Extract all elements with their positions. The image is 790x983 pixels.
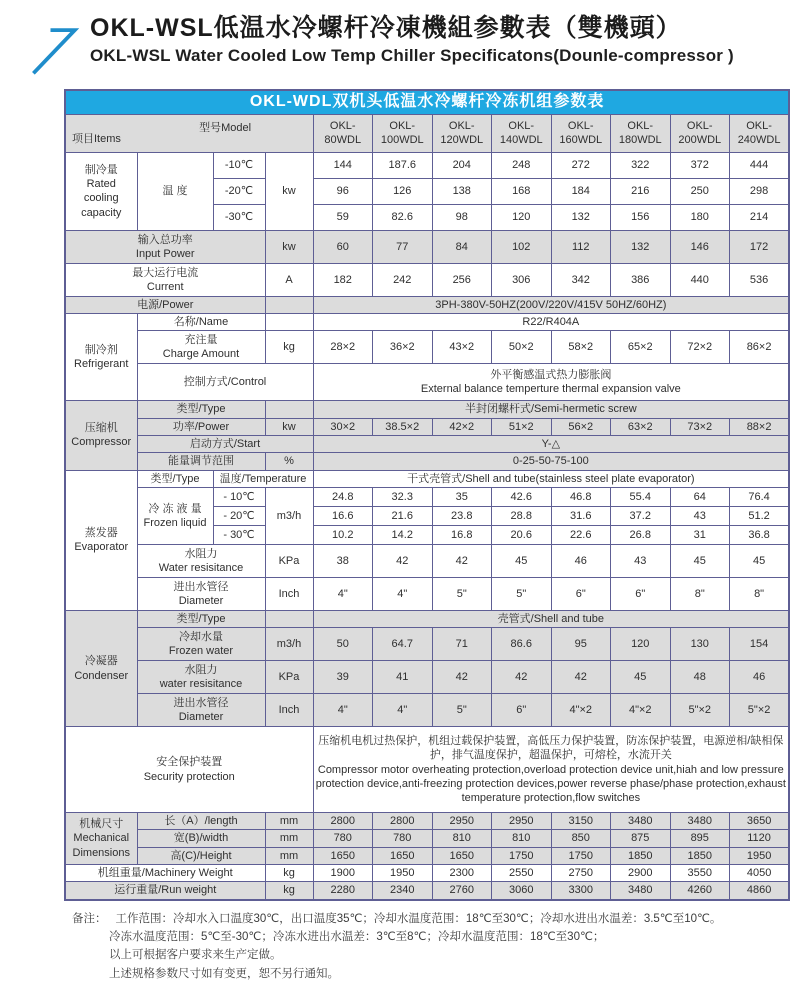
label-cell-security: 安全保护装置 Security protection [65,727,313,813]
table-banner: OKL-WDL双机头低温水冷螺杆冷冻机组参数表 [65,90,789,114]
unit-cell: mm [265,813,313,830]
value-cell: 16.8 [432,525,492,544]
value-cell: 58×2 [551,331,611,364]
label-cell-frozen-liquid: 冷 冻 液 量 Frozen liquid [137,487,213,544]
value-cell: 28.8 [492,506,552,525]
label-cell-type: 类型/Type [137,470,213,487]
value-cell: 204 [432,152,492,178]
value-cell: 16.6 [313,506,373,525]
value-cell: 73×2 [670,418,730,435]
value-cell: 4" [313,577,373,610]
value-cell: 440 [670,263,730,296]
value-cell: 3480 [611,882,671,900]
unit-cell: kg [265,865,313,882]
value-cell: 1850 [670,847,730,864]
value-cell: 214 [730,204,790,230]
value-cell: 63×2 [611,418,671,435]
value-cell: 43×2 [432,331,492,364]
row-length [65,813,789,830]
temp-cell: -20℃ [213,178,265,204]
value-cell: 64.7 [373,628,433,661]
label-cell-start: 启动方式/Start [137,435,313,452]
value-cell: 256 [432,263,492,296]
value-cell: 3550 [670,865,730,882]
value-cell: 1950 [373,865,433,882]
value-cell: 130 [670,628,730,661]
model-header: OKL-80WDL [313,114,373,152]
note-line: 上述规格参数尺寸如有变更，恕不另行通知。 [109,967,339,980]
value-cell: 82.6 [373,204,433,230]
value-cell: 37.2 [611,506,671,525]
value-cell: 50 [313,628,373,661]
value-cell: 322 [611,152,671,178]
value-cell: 3650 [730,813,790,830]
value-cell: 248 [492,152,552,178]
value-cell: 216 [611,178,671,204]
value-cell: 95 [551,628,611,661]
value-cell: 3300 [551,882,611,900]
label-cell-compressor-power: 功率/Power [137,418,265,435]
value-cell-start: Y-△ [313,435,789,452]
value-cell: 4"×2 [551,694,611,727]
value-cell: 48 [670,661,730,694]
model-header-row [65,114,789,152]
page-title-en: OKL-WSL Water Cooled Low Temp Chiller Specificatons(Dounle-compressor ) [90,45,734,65]
value-cell: 2760 [432,882,492,900]
value-cell: 46.8 [551,487,611,506]
value-cell: 31.6 [551,506,611,525]
value-cell: 180 [670,204,730,230]
corner-items-label: 项目Items [72,132,121,145]
value-cell: 2800 [373,813,433,830]
label-cell-diameter: 进出水管径 Diameter [137,577,265,610]
group-cell-cooling: 制冷量 Rated cooling capacity [65,152,137,230]
value-cell: 38.5×2 [373,418,433,435]
value-cell: 5"×2 [730,694,790,727]
value-cell: 64 [670,487,730,506]
value-cell: 8" [670,577,730,610]
value-cell: 5" [432,694,492,727]
model-header: OKL-200WDL [670,114,730,152]
table-banner-row [65,90,789,114]
unit-cell: Inch [265,694,313,727]
value-cell: 144 [313,152,373,178]
row-cond-diameter [65,694,789,727]
label-cell-diameter: 进出水管径 Diameter [137,694,265,727]
corner-cell [65,114,313,152]
label-cell-charge: 充注量 Charge Amount [137,331,265,364]
row-width [65,830,789,847]
value-cell: 2340 [373,882,433,900]
row-compressor-power [65,418,789,435]
value-cell: 156 [611,204,671,230]
value-cell: 1900 [313,865,373,882]
value-cell: 780 [313,830,373,847]
row-capacity-range [65,453,789,470]
value-cell: 146 [670,230,730,263]
model-header: OKL-180WDL [611,114,671,152]
footnotes [72,910,790,983]
row-height [65,847,789,864]
label-cell-type: 类型/Type [137,610,265,627]
value-cell: 5"×2 [670,694,730,727]
unit-cell-empty [265,401,313,418]
value-cell: 88×2 [730,418,790,435]
value-cell: 6" [611,577,671,610]
note-line: 以上可根据客户要求来生产定做。 [109,949,282,962]
temp-cell: -10℃ [213,152,265,178]
unit-cell: m3/h [265,487,313,544]
row-control [65,364,789,401]
value-cell: 120 [492,204,552,230]
group-cell-evaporator: 蒸发器 Evaporator [65,470,137,610]
value-cell: 46 [730,661,790,694]
value-cell: 2280 [313,882,373,900]
value-cell: 42 [432,661,492,694]
label-cell-temperature-header: 温度/Temperature [213,470,313,487]
label-cell-water-resistance: 水阻力 Water resisitance [137,544,265,577]
value-cell: 38 [313,544,373,577]
value-cell-condenser-type: 壳管式/Shell and tube [313,610,789,627]
value-cell: 250 [670,178,730,204]
value-cell: 22.6 [551,525,611,544]
note-text: 工作范围：冷却水入口温度30℃，出口温度35℃；冷却水温度范围：18℃至30℃；冷却水进出水温差：3.5℃至10℃。 [115,912,722,925]
title-block [90,14,734,66]
spec-table [64,89,790,901]
label-cell-cooling-water: 冷却水量 Frozen water [137,628,265,661]
unit-cell: kg [265,882,313,900]
row-run-weight [65,882,789,900]
row-cooling-minus10 [65,152,789,178]
value-cell: 77 [373,230,433,263]
label-cell-input-power: 输入总功率 Input Power [65,230,265,263]
label-cell-control: 控制方式/Control [137,364,313,401]
value-cell-range: 0-25-50-75-100 [313,453,789,470]
value-cell: 444 [730,152,790,178]
value-cell: 96 [313,178,373,204]
value-cell: 810 [492,830,552,847]
value-cell: 50×2 [492,331,552,364]
value-cell: 4050 [730,865,790,882]
page-title-zh: OKL-WSL低温水冷螺杆冷凍機組参數表（雙機頭） [90,14,682,42]
value-cell: 1850 [611,847,671,864]
label-cell-height: 高(C)/Height [137,847,265,864]
value-cell: 51.2 [730,506,790,525]
value-cell: 76.4 [730,487,790,506]
security-text-en: Compressor motor overheating protection,overload protection device unit,hiah and low pressure protection device,anti-freezing protection devices,power reverse phase/phase protection,exhaust temperature protection,flow switches [315,763,786,805]
value-cell: 780 [373,830,433,847]
value-cell: 2300 [432,865,492,882]
group-cell-dimensions: 机械尺寸 Mechanical Dimensions [65,813,137,865]
page-header [0,0,790,78]
label-cell-length: 长（A）/length [137,813,265,830]
unit-cell-empty [265,296,313,313]
value-cell: 132 [551,204,611,230]
value-cell: 182 [313,263,373,296]
value-cell: 187.6 [373,152,433,178]
value-cell: 168 [492,178,552,204]
unit-cell: kg [265,331,313,364]
value-cell: 42 [432,544,492,577]
value-cell: 386 [611,263,671,296]
model-header: OKL-140WDL [492,114,552,152]
label-cell-run-weight: 运行重量/Run weight [65,882,265,900]
value-cell: 5" [432,577,492,610]
value-cell: 3480 [670,813,730,830]
value-cell: 298 [730,178,790,204]
row-evap-diameter [65,577,789,610]
row-condenser-type [65,610,789,627]
value-cell: 306 [492,263,552,296]
value-cell-power-supply: 3PH-380V-50HZ(200V/220V/415V 50HZ/60HZ) [313,296,789,313]
value-cell: 126 [373,178,433,204]
value-cell: 2950 [492,813,552,830]
value-cell: 14.2 [373,525,433,544]
value-cell: 875 [611,830,671,847]
value-cell: 21.6 [373,506,433,525]
value-cell: 84 [432,230,492,263]
temp-cell: - 20℃ [213,506,265,525]
value-cell: 56×2 [551,418,611,435]
label-cell-width: 宽(B)/width [137,830,265,847]
note-line: 冷冻水温度范围：5℃至-30℃；冷冻水进出水温差：3℃至8℃；冷却水温度范围：18℃至30℃； [109,931,605,944]
value-cell: 272 [551,152,611,178]
model-header: OKL-240WDL [730,114,790,152]
value-cell: 20.6 [492,525,552,544]
row-evaporator-type [65,470,789,487]
note-line [72,910,790,928]
value-cell: 4" [373,577,433,610]
label-cell-water-resistance: 水阻力 water resisitance [137,661,265,694]
value-cell: 1650 [313,847,373,864]
value-cell: 60 [313,230,373,263]
row-compressor-type [65,401,789,418]
unit-cell-empty [265,314,313,331]
value-cell: 3150 [551,813,611,830]
value-cell: 42×2 [432,418,492,435]
value-cell-control: 外平衡感温式热力膨胀阀 External balance temperture thermal expansion valve [313,364,789,401]
row-power-supply [65,296,789,313]
value-cell: 120 [611,628,671,661]
value-cell: 1120 [730,830,790,847]
value-cell: 6" [492,694,552,727]
value-cell: 536 [730,263,790,296]
value-cell: 2750 [551,865,611,882]
value-cell: 1750 [492,847,552,864]
unit-cell-empty [265,610,313,627]
value-cell: 35 [432,487,492,506]
row-start-mode [65,435,789,452]
value-cell: 42.6 [492,487,552,506]
label-cell-current: 最大运行电流 Current [65,263,265,296]
unit-cell: kw [265,230,313,263]
value-cell: 895 [670,830,730,847]
value-cell: 850 [551,830,611,847]
label-cell-temperature: 温 度 [137,152,213,230]
model-header: OKL-120WDL [432,114,492,152]
unit-cell: Inch [265,577,313,610]
value-cell-evaporator-type: 干式壳管式/Shell and tube(stainless steel plate evaporator) [313,470,789,487]
value-cell: 72×2 [670,331,730,364]
value-cell: 342 [551,263,611,296]
value-cell: 8" [730,577,790,610]
value-cell: 2800 [313,813,373,830]
value-cell: 810 [432,830,492,847]
value-cell: 1650 [432,847,492,864]
value-cell: 23.8 [432,506,492,525]
value-cell: 4260 [670,882,730,900]
value-cell-security [313,727,789,813]
value-cell: 41 [373,661,433,694]
value-cell: 39 [313,661,373,694]
temp-cell: - 10℃ [213,487,265,506]
corner-model-label: 型号Model [199,121,252,134]
unit-cell: kw [265,418,313,435]
value-cell-refrigerant-name: R22/R404A [313,314,789,331]
model-header: OKL-160WDL [551,114,611,152]
value-cell: 65×2 [611,331,671,364]
unit-cell: m3/h [265,628,313,661]
group-cell-compressor: 压缩机 Compressor [65,401,137,470]
security-text-zh: 压缩机电机过热保护，机组过载保护装置，高低压力保护装置，防冻保护装置，电源逆相/缺相保护，排气温度保护，超温保护，可熔栓，水流开关 [318,734,784,762]
value-cell: 4860 [730,882,790,900]
value-cell: 45 [492,544,552,577]
value-cell: 4" [373,694,433,727]
value-cell: 59 [313,204,373,230]
value-cell: 1650 [373,847,433,864]
value-cell: 372 [670,152,730,178]
value-cell: 132 [611,230,671,263]
label-cell-name: 名称/Name [137,314,265,331]
value-cell: 112 [551,230,611,263]
value-cell: 42 [492,661,552,694]
value-cell: 3060 [492,882,552,900]
unit-cell: % [265,453,313,470]
value-cell: 4" [313,694,373,727]
row-frozen-liquid-minus10 [65,487,789,506]
row-machinery-weight [65,865,789,882]
value-cell: 184 [551,178,611,204]
unit-cell: mm [265,830,313,847]
value-cell: 43 [670,506,730,525]
value-cell: 138 [432,178,492,204]
value-cell: 42 [551,661,611,694]
value-cell: 46 [551,544,611,577]
value-cell-compressor-type: 半封闭螺杆式/Semi-hermetic screw [313,401,789,418]
row-current [65,263,789,296]
value-cell: 45 [611,661,671,694]
label-cell-machinery-weight: 机组重量/Machinery Weight [65,865,265,882]
row-refrigerant-name [65,314,789,331]
unit-cell: mm [265,847,313,864]
value-cell: 36.8 [730,525,790,544]
group-cell-condenser: 冷凝器 Condenser [65,610,137,726]
value-cell: 24.8 [313,487,373,506]
row-evap-water-resistance [65,544,789,577]
temp-cell: -30℃ [213,204,265,230]
unit-cell: KPa [265,544,313,577]
value-cell: 6" [551,577,611,610]
value-cell: 32.3 [373,487,433,506]
value-cell: 4"×2 [611,694,671,727]
value-cell: 98 [432,204,492,230]
value-cell: 28×2 [313,331,373,364]
value-cell: 86.6 [492,628,552,661]
value-cell: 2950 [432,813,492,830]
value-cell: 10.2 [313,525,373,544]
value-cell: 36×2 [373,331,433,364]
row-cond-water-resistance [65,661,789,694]
row-charge-amount [65,331,789,364]
label-cell-type: 类型/Type [137,401,265,418]
value-cell: 242 [373,263,433,296]
temp-cell: - 30℃ [213,525,265,544]
value-cell: 1950 [730,847,790,864]
value-cell: 86×2 [730,331,790,364]
value-cell: 2900 [611,865,671,882]
value-cell: 154 [730,628,790,661]
value-cell: 172 [730,230,790,263]
unit-cell: A [265,263,313,296]
row-security-protection [65,727,789,813]
value-cell: 5" [492,577,552,610]
value-cell: 102 [492,230,552,263]
value-cell: 71 [432,628,492,661]
label-cell-range: 能量调节范围 [137,453,265,470]
value-cell: 55.4 [611,487,671,506]
note-label: 备注： [72,912,107,925]
value-cell: 3480 [611,813,671,830]
group-cell-refrigerant: 制冷剂 Refrigerant [65,314,137,401]
unit-cell: KPa [265,661,313,694]
brand-arrow-icon [28,20,82,78]
value-cell: 26.8 [611,525,671,544]
value-cell: 1750 [551,847,611,864]
model-header: OKL-100WDL [373,114,433,152]
unit-cell: kw [265,152,313,230]
value-cell: 45 [730,544,790,577]
value-cell: 43 [611,544,671,577]
row-input-power [65,230,789,263]
value-cell: 30×2 [313,418,373,435]
value-cell: 31 [670,525,730,544]
value-cell: 2550 [492,865,552,882]
row-cooling-water-flow [65,628,789,661]
value-cell: 45 [670,544,730,577]
value-cell: 51×2 [492,418,552,435]
value-cell: 42 [373,544,433,577]
label-cell-power-supply: 电源/Power [65,296,265,313]
